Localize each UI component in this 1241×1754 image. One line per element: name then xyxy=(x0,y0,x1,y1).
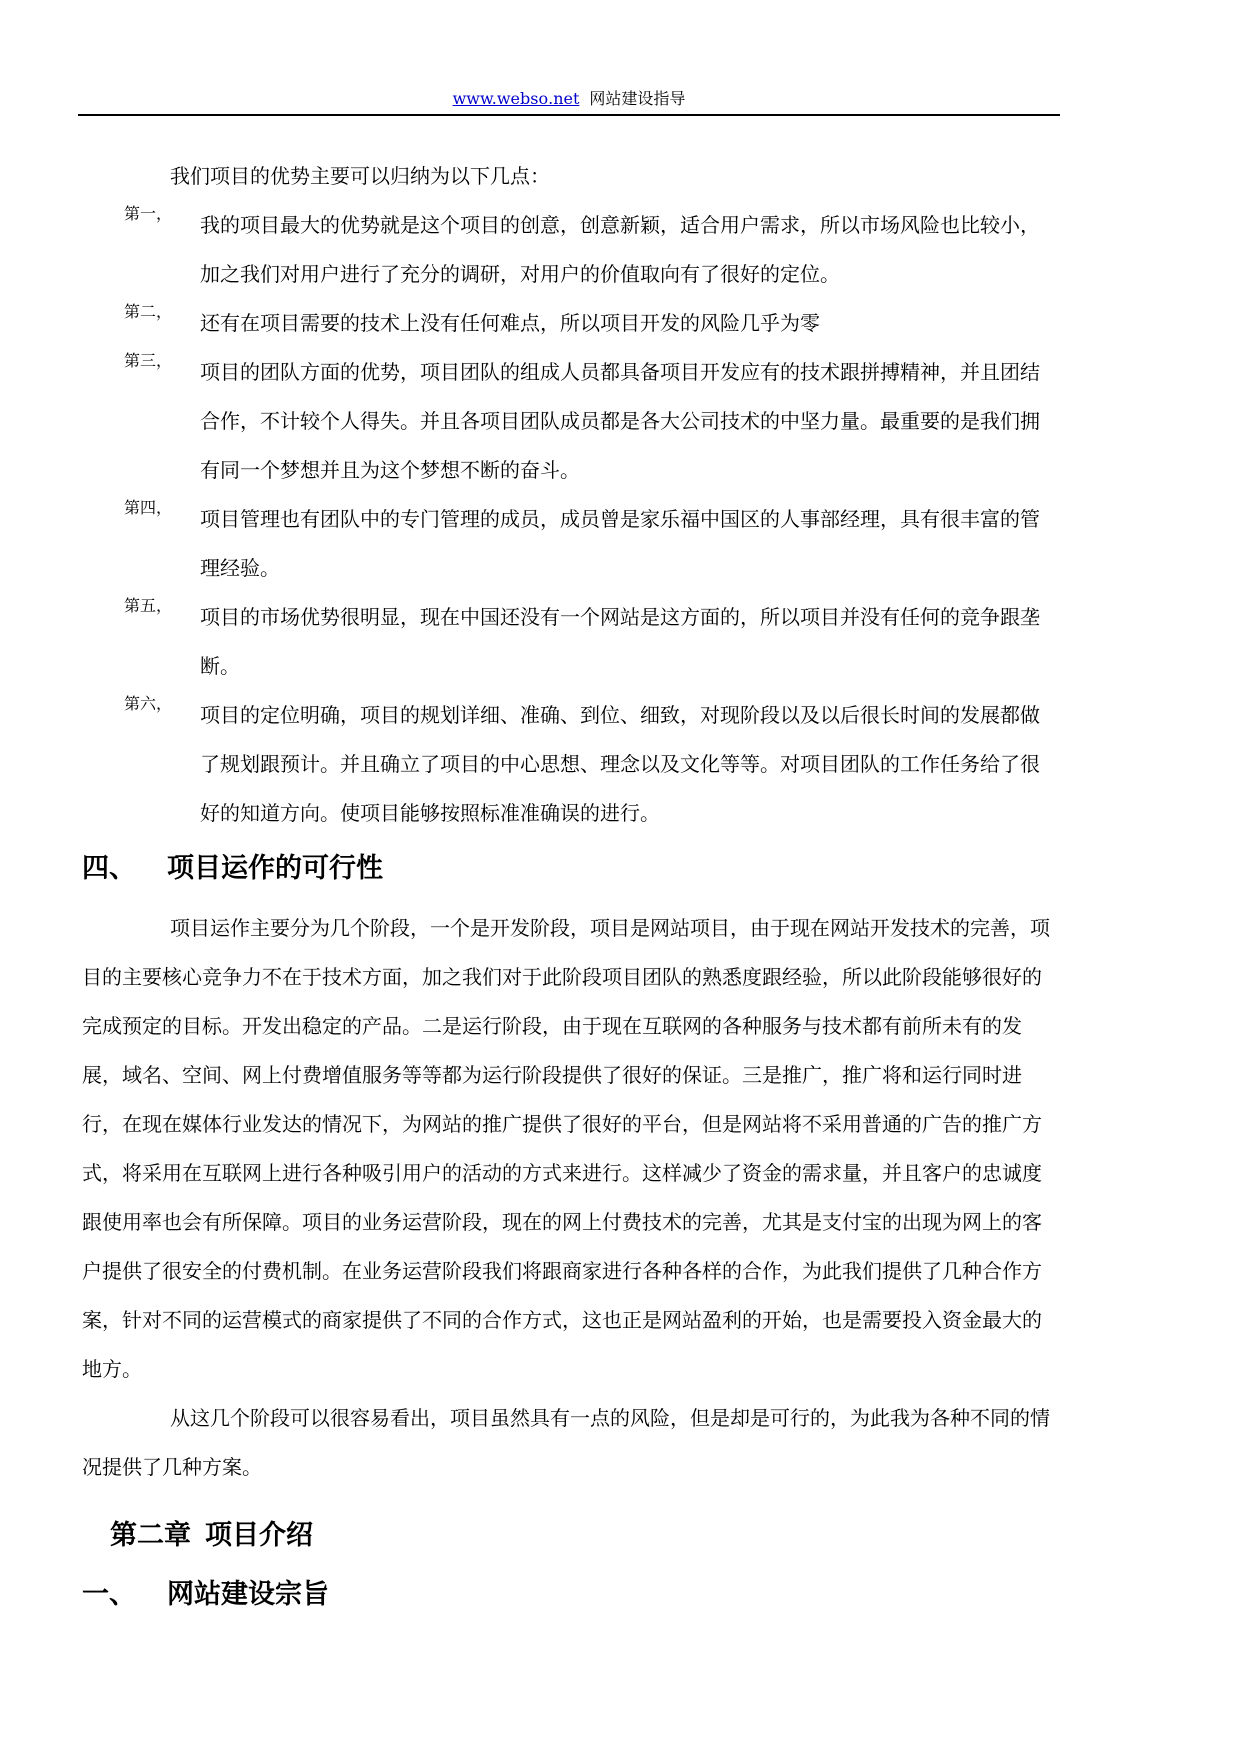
document-body xyxy=(82,152,1054,1630)
list-item xyxy=(82,593,1054,691)
list-item-number: 第五， xyxy=(124,596,173,615)
list-item-number: 第二， xyxy=(124,302,173,321)
header-divider xyxy=(78,114,1060,116)
list-item-text: 项目的团队方面的优势，项目团队的组成人员都具备项目开发应有的技术跟拼搏精神，并且团结合作，不计较个人得失。并且各项目团队成员都是各大公司技术的中坚力量。最重要的是我们拥有同一个梦想并且为这个梦想不断的奋斗。 xyxy=(200,360,1040,482)
list-item-number: 第四， xyxy=(124,498,173,517)
list-item-text: 还有在项目需要的技术上没有任何难点，所以项目开发的风险几乎为零 xyxy=(200,311,820,335)
section-title: 网站建设宗旨 xyxy=(167,1579,329,1610)
list-item-number: 第六， xyxy=(124,694,173,713)
header-link[interactable]: www.websο.net xyxy=(452,89,580,108)
list-item-text: 项目管理也有团队中的专门管理的成员，成员曾是家乐福中国区的人事部经理，具有很丰富的管理经验。 xyxy=(200,507,1040,580)
list-item-number: 第三， xyxy=(124,351,173,370)
header-title: 网站建设指导 xyxy=(589,89,686,108)
list-item xyxy=(82,348,1054,495)
list-item-text: 我的项目最大的优势就是这个项目的创意，创意新颖，适合用户需求，所以市场风险也比较小，加之我们对用户进行了充分的调研，对用户的价值取向有了很好的定位。 xyxy=(200,213,1040,286)
chapter-number: 第二章 xyxy=(110,1520,191,1551)
list-item-text: 项目的定位明确，项目的规划详细、准确、到位、细致，对现阶段以及以后很长时间的发展都做了规划跟预计。并且确立了项目的中心思想、理念以及文化等等。对项目团队的工作任务给了很好的知道方向。使项目能够按照标准准确误的进行。 xyxy=(200,703,1040,825)
chapter-title: 项目介绍 xyxy=(205,1520,313,1551)
intro-paragraph: 我们项目的优势主要可以归纳为以下几点： xyxy=(170,164,550,188)
section-heading-1 xyxy=(82,1570,1054,1630)
section-number: 一、 xyxy=(82,1579,136,1610)
list-item xyxy=(82,299,1054,348)
body-paragraph: 从这几个阶段可以很容易看出，项目虽然具有一点的风险，但是却是可行的，为此我为各种不同的情况提供了几种方案。 xyxy=(82,1406,1050,1479)
body-paragraph: 项目运作主要分为几个阶段，一个是开发阶段，项目是网站项目，由于现在网站开发技术的完善，项目的主要核心竞争力不在于技术方面，加之我们对于此阶段项目团队的熟悉度跟经验，所以此阶段能够很好的完成预定的目标。开发出稳定的产品。二是运行阶段，由于现在互联网的各种服务与技术都有前所未有的发展，域名、空间、网上付费增值服务等等都为运行阶段提供了很好的保证。三是推广，推广将和运行同时进行，在现在媒体行业发达的情况下，为网站的推广提供了很好的平台，但是网站将不采用普通的广告的推广方式，将采用在互联网上进行各种吸引用户的活动的方式来进行。这样减少了资金的需求量，并且客户的忠诚度跟使用率也会有所保障。项目的业务运营阶段，现在的网上付费技术的完善，尤其是支付宝的出现为网上的客户提供了很安全的付费机制。在业务运营阶段我们将跟商家进行各种各样的合作，为此我们提供了几种合作方案，针对不同的运营模式的商家提供了不同的合作方式，这也正是网站盈利的开始，也是需要投入资金最大的地方。 xyxy=(82,916,1050,1381)
list-item xyxy=(82,691,1054,838)
section-title: 项目运作的可行性 xyxy=(167,853,383,884)
section-number: 四、 xyxy=(82,853,136,884)
page-header xyxy=(78,88,1060,110)
chapter-heading xyxy=(82,1492,1054,1570)
list-item-number: 第一， xyxy=(124,204,173,223)
list-item-text: 项目的市场优势很明显，现在中国还没有一个网站是这方面的，所以项目并没有任何的竞争跟垄断。 xyxy=(200,605,1040,678)
list-item xyxy=(82,201,1054,299)
list-item xyxy=(82,495,1054,593)
section-heading-4 xyxy=(82,838,1054,904)
